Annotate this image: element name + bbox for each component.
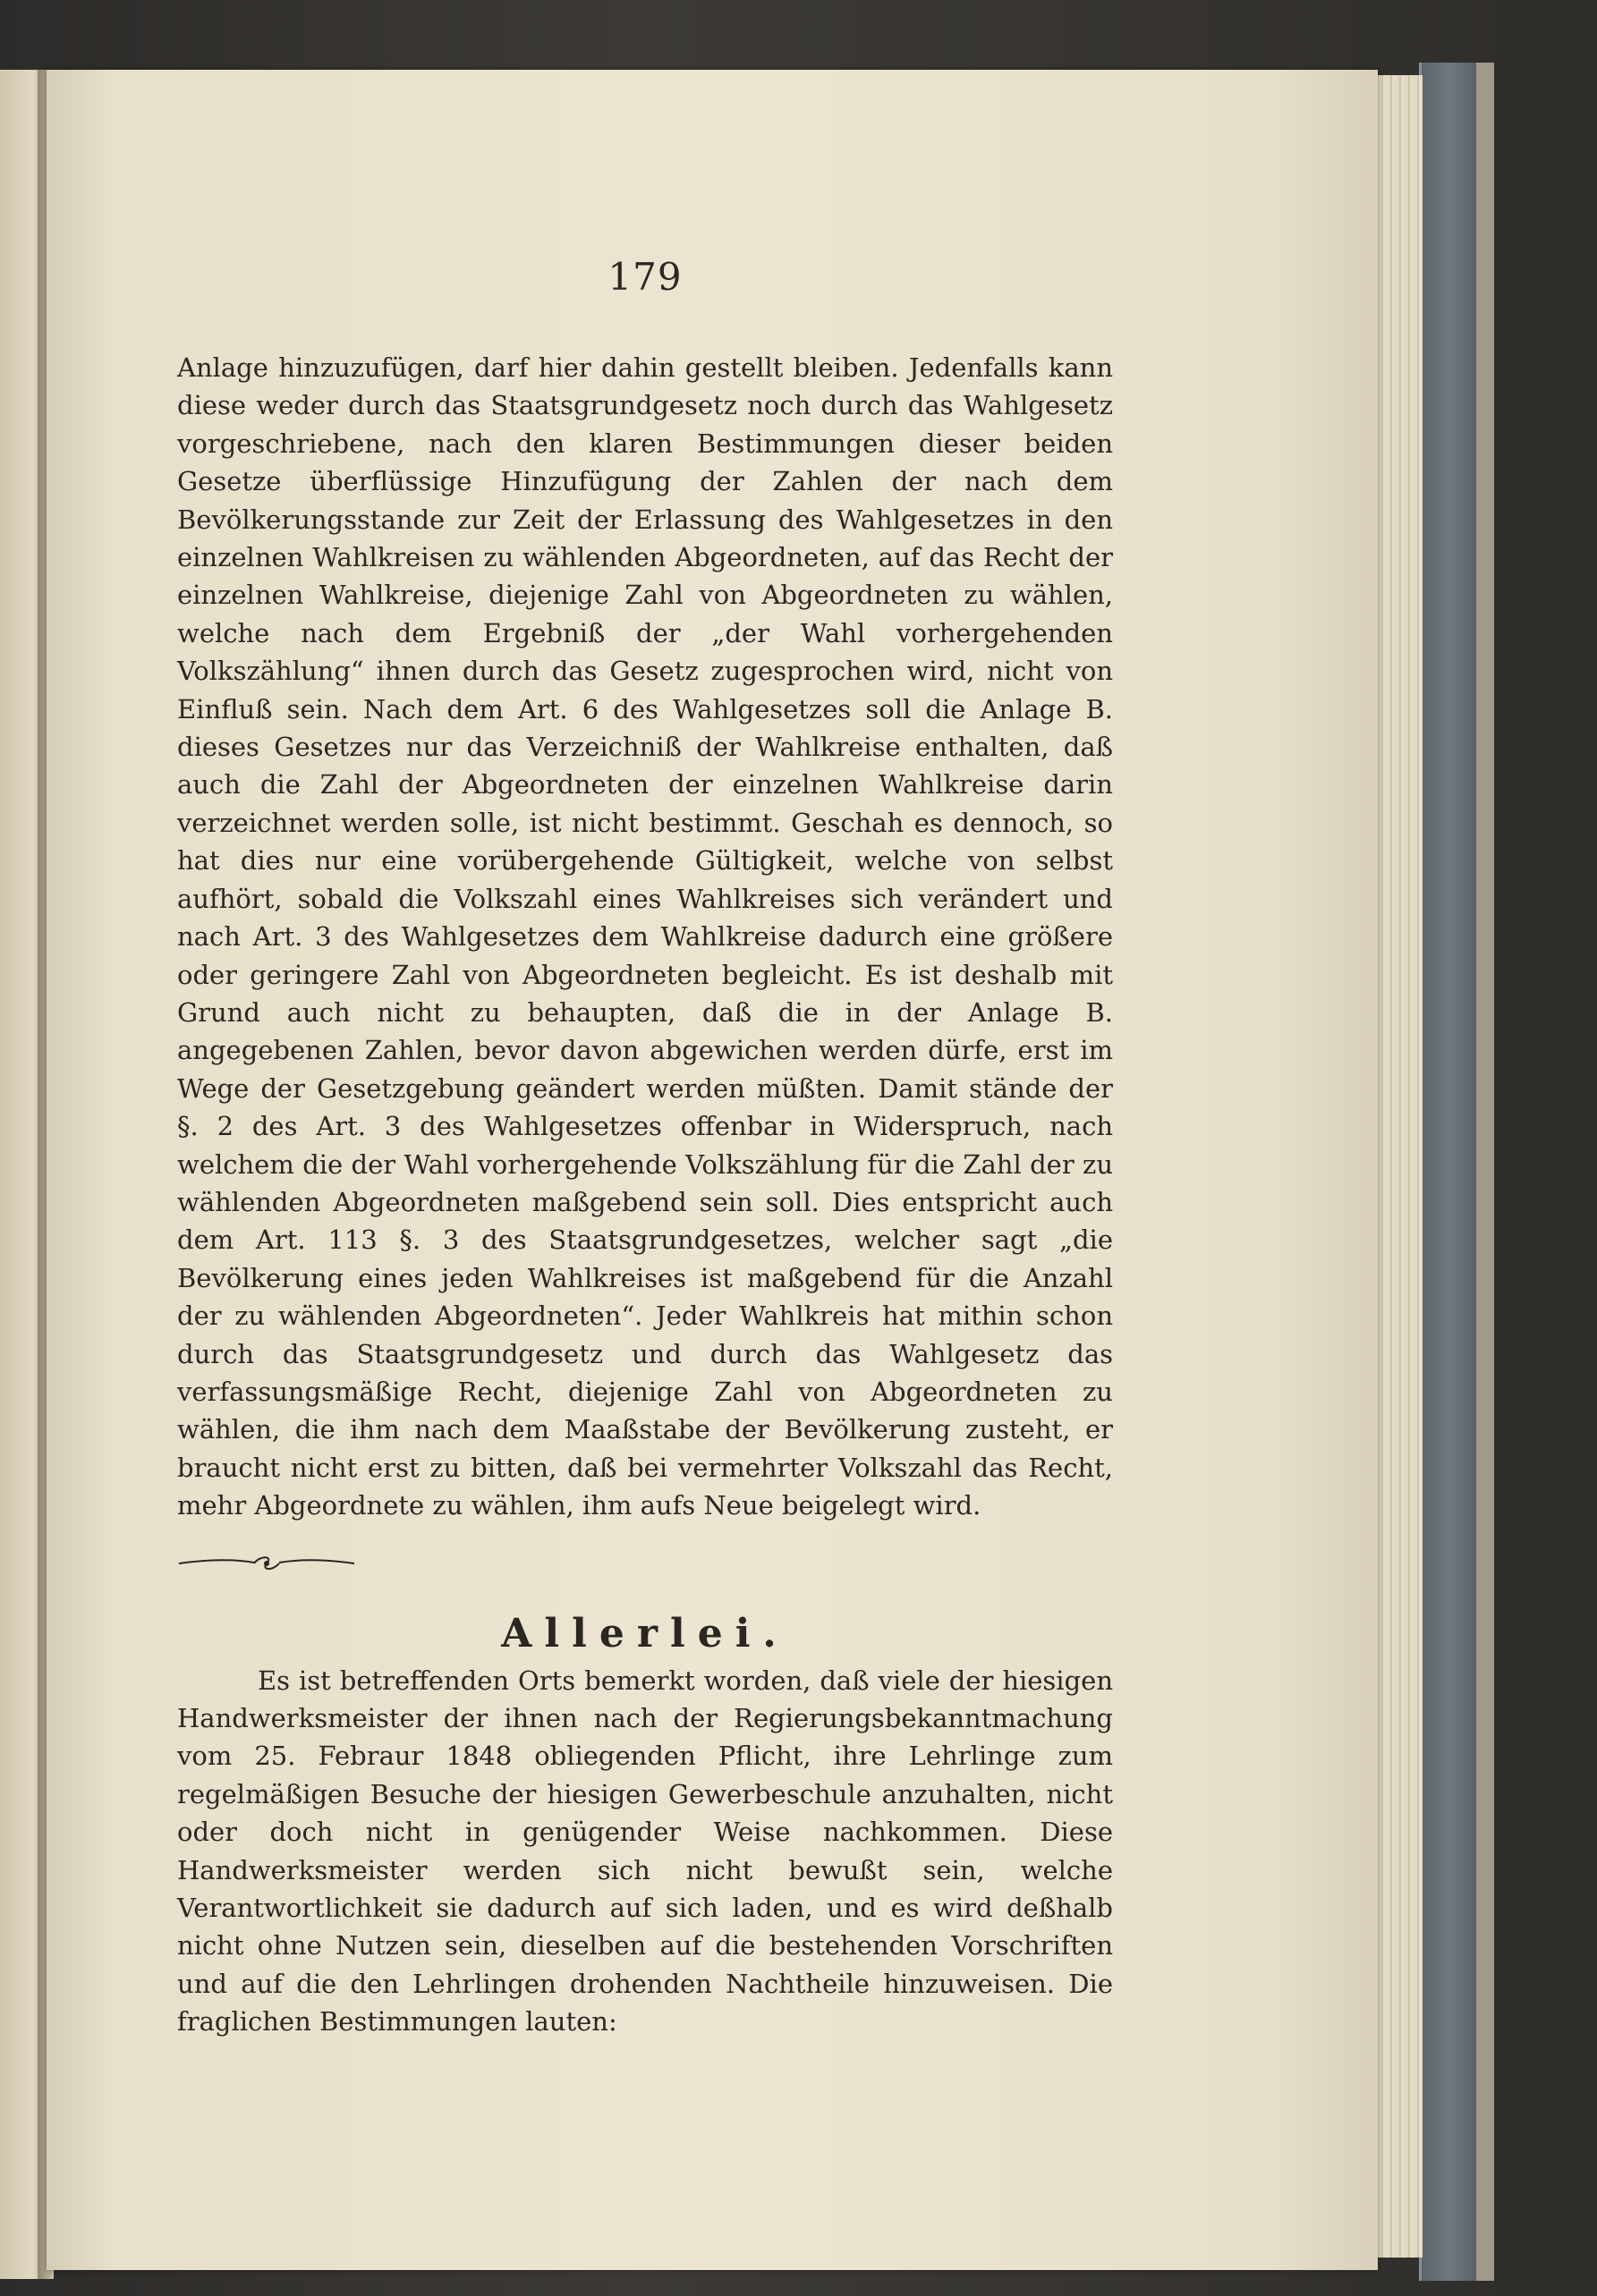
section-heading: Allerlei. bbox=[501, 1610, 789, 1656]
section-paragraph: Es ist betreffenden Orts bemerkt worden, daß viele der hiesigen Handwerksmeister der ihnen nach der Regierungsbekanntmachung vom 25. Febraur 1848 obliegenden Pflicht, ihre Lehrlinge zum regelmäßigen Besuche der hiesigen Gewerbeschule anzuhalten, nicht oder doch nicht in genügender Weise nachkommen. Diese Handwerksmeister werden sich nicht bewußt sein, welche Verantwortlichkeit sie dadurch auf sich laden, und es wird deßhalb nicht ohne Nutzen sein, dieselben auf die bestehenden Vorschriften und auf die den Lehrlingen drohenden Nachtheile hinzuweisen. Die fraglichen Bestimmungen lauten: bbox=[177, 1665, 1113, 2038]
body-paragraph: Anlage hinzuzufügen, darf hier dahin gestellt bleiben. Jedenfalls kann diese weder durch das Staatsgrundgesetz noch durch das Wahlgesetz vorgeschriebene, nach den klaren Bestimmungen dieser beiden Gesetze überflüssige Hinzufügung der Zahlen der nach dem Bevölkerungsstande zur Zeit der Erlassung des Wahlgesetzes in den einzelnen Wahlkreisen zu wählenden Abgeordneten, auf das Recht der einzelnen Wahlkreise, diejenige Zahl von Abgeordneten zu wählen, welche nach dem Ergebniß der „der Wahl vorhergehenden Volkszählung“ ihnen durch das Gesetz zugesprochen wird, nicht von Einfluß sein. Nach dem Art. 6 des Wahlgesetzes soll die Anlage B. dieses Gesetzes nur das Verzeichniß der Wahlkreise enthalten, daß auch die Zahl der Abgeordneten der einzelnen Wahlkreise darin verzeichnet werden solle, ist nicht bestimmt. Geschah es dennoch, so hat dies nur eine vorübergehende Gültigkeit, welche von selbst aufhört, sobald die Volkszahl eines Wahlkreises sich verändert und nach Art. 3 des Wahlgesetzes dem Wahlkreise dadurch eine größere oder geringere Zahl von Abgeordneten begleicht. Es ist deshalb mit Grund auch nicht zu behaupten, daß die in der Anlage B. angegebenen Zahlen, bevor davon abgewichen werden dürfe, erst im Wege der Gesetzgebung geändert werden müßten. Damit stände der §. 2 des Art. 3 des Wahlgesetzes offenbar in Widerspruch, nach welchem die der Wahl vorhergehende Volkszählung für die Zahl der zu wählenden Abgeordneten maßgebend sein soll. Dies entspricht auch dem Art. 113 §. 3 des Staatsgrundgesetzes, welcher sagt „die Bevölkerung eines jeden Wahlkreises ist maßgebend für die Anzahl der zu wählenden Abgeordneten“. Jeder Wahlkreis hat mithin schon durch das Staatsgrundgesetz und durch das Wahlgesetz das verfassungsmäßige Recht, diejenige Zahl von Abgeordneten zu wählen, die ihm nach dem Maaßstabe der Bevölkerung zusteht, er braucht nicht erst zu bitten, daß bei vermehrter Volkszahl das Recht, mehr Abgeordnete zu wählen, ihm aufs Neue beigelegt wird. bbox=[177, 352, 1113, 1521]
page-content bbox=[177, 255, 1113, 2041]
ornamental-divider bbox=[177, 1554, 356, 1573]
cover-edge bbox=[1476, 63, 1494, 2281]
page-number: 179 bbox=[607, 255, 683, 299]
